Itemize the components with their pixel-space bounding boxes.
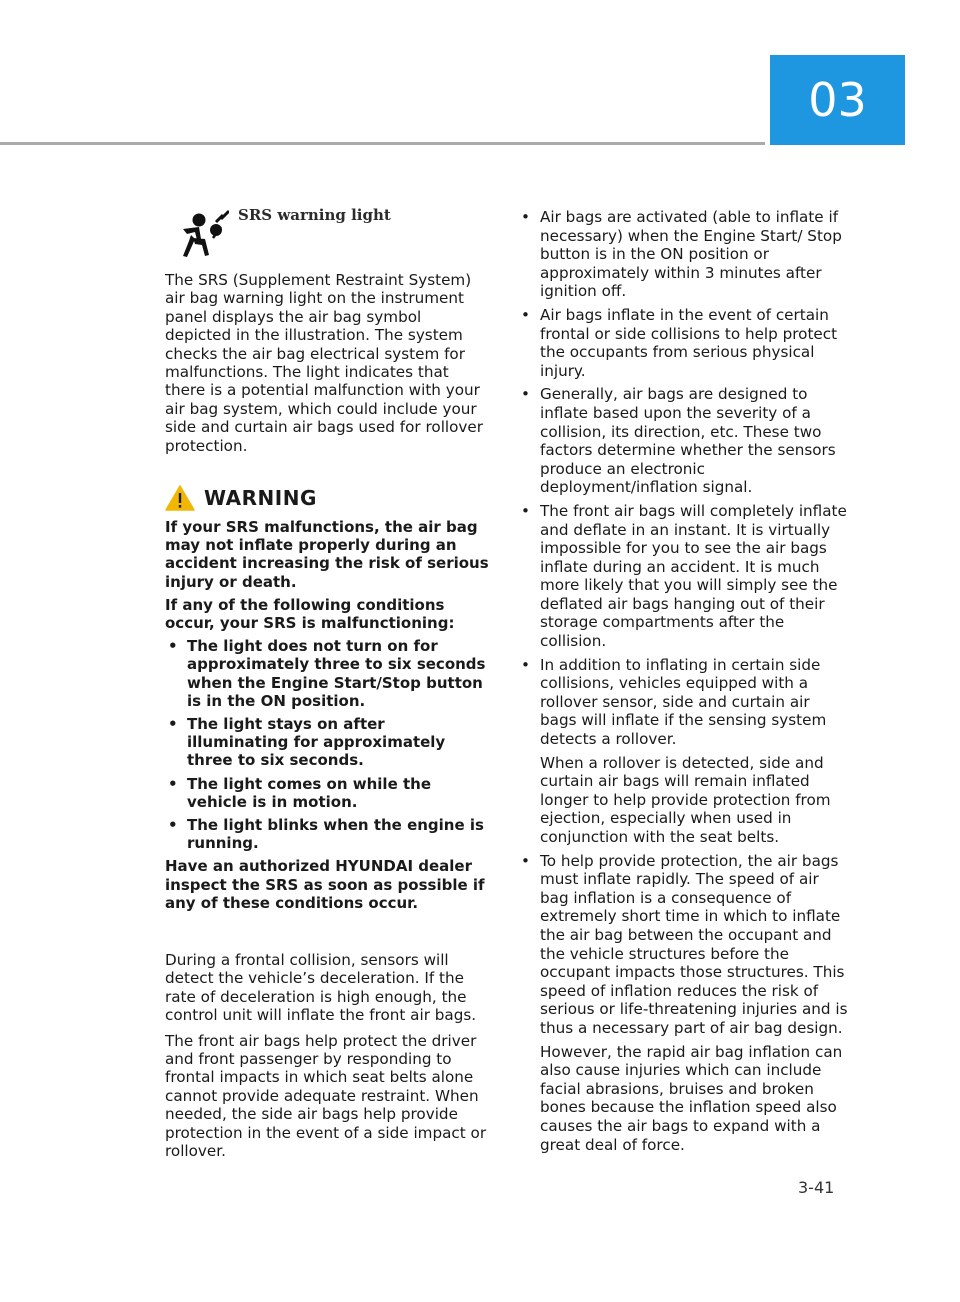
chapter-tab: 03 [770,55,905,145]
body-left [165,951,490,1160]
list-item-text: The front air bags will completely inflate and deflate in an instant. It is virtually impossible for you to see the air bags inflate during an accident. It is much more likely that you will simply see the deflated air bags hanging out of their storage compartments after the collision. [540,501,847,651]
warning-closing: Have an authorized HYUNDAI dealer inspect the SRS as soon as possible if any of these conditions occur. [165,857,485,912]
airbag-occupant-icon [171,205,229,263]
list-item: • The light stays on after illuminating for approximately three to six seconds. [165,715,490,770]
airbag-facts-list [518,208,848,1159]
list-item: • The light comes on while the vehicle is in motion. [165,775,490,811]
list-item-text: Air bags are activated (able to inflate if necessary) when the Engine Start/ Stop button is in the ON position or approximately within 3 minutes after ignition off. [540,208,842,301]
list-item [518,656,848,847]
srs-description-text: The SRS (Supplement Restraint System) air bag warning light on the instrument panel displays the air bag symbol depicted in the illustration. The system checks the air bag electrical system for malfunctions. The light indicates that there is a potential malfunction with your air bag system, which could include your side and curtain air bags used for rollover protection. [165,271,483,455]
list-item-text: Air bags inflate in the event of certain frontal or side collisions to help protect the occupants from serious physical injury. [540,305,838,380]
list-item [518,502,848,651]
srs-title: SRS warning light [238,206,391,224]
list-item [518,208,848,301]
body-paragraph: The front air bags help protect the driver and front passenger by responding to frontal impacts in which seat belts alone cannot provide adequate restraint. When needed, the side air bags help provide protection in the event of a side impact or rollover. [165,1031,487,1161]
srs-heading [165,205,490,260]
page-number: 3-41 [798,1178,835,1197]
warning-header [165,485,490,511]
list-item-continuation: However, the rapid air bag inflation can also cause injuries which can include facial abrasions, bruises and broken bones because the inflation speed also causes the air bags to expand with a great deal of force. [540,1042,843,1154]
list-item: • The light blinks when the engine is running. [165,816,490,852]
body-paragraph: During a frontal collision, sensors will detect the vehicle’s deceleration. If the rate of deceleration is high enough, the control unit will inflate the front air bags. [165,951,477,1025]
header-rule [0,142,765,145]
warning-body [165,518,490,912]
warning-triangle-icon [165,485,195,511]
list-item-text: Generally, air bags are designed to inflate based upon the severity of a collision, its direction, etc. These two factors determine whether the sensors produce an electronic deployment/inflation signal. [540,385,836,497]
warning-conditions-intro: If any of the following conditions occur, your SRS is malfunctioning: [165,595,455,633]
list-item-continuation: When a rollover is detected, side and curtain air bags will remain inflated longer to help provide protection from ejection, especially when used in conjunction with the seat belts. [540,753,831,846]
warning-box [165,485,490,917]
warning-conditions-list [165,637,490,852]
list-item [518,306,848,380]
warning-title: WARNING [204,485,317,510]
list-item [518,385,848,497]
list-item-text: To help provide protection, the air bags must inflate rapidly. The speed of air bag inflation is a consequence of extremely short time in which to inflate the air bag between the occupant and the vehicle structures before the occupant impacts those structures. This speed of inflation reduces the risk of serious or life-threatening injuries and is thus a necessary part of air bag design. [540,851,848,1037]
list-item [518,852,848,1155]
list-item: • The light does not turn on for approximately three to six seconds when the Engine Start/Stop button is in the ON position. [165,637,490,710]
srs-description [165,271,490,455]
list-item-text: In addition to inflating in certain side collisions, vehicles equipped with a rollover sensor, side and curtain air bags will inflate if the sensing system detects a rollover. [540,655,827,749]
warning-intro: If your SRS malfunctions, the air bag may not inflate properly during an accident increasing the risk of serious injury or death. [165,518,489,591]
